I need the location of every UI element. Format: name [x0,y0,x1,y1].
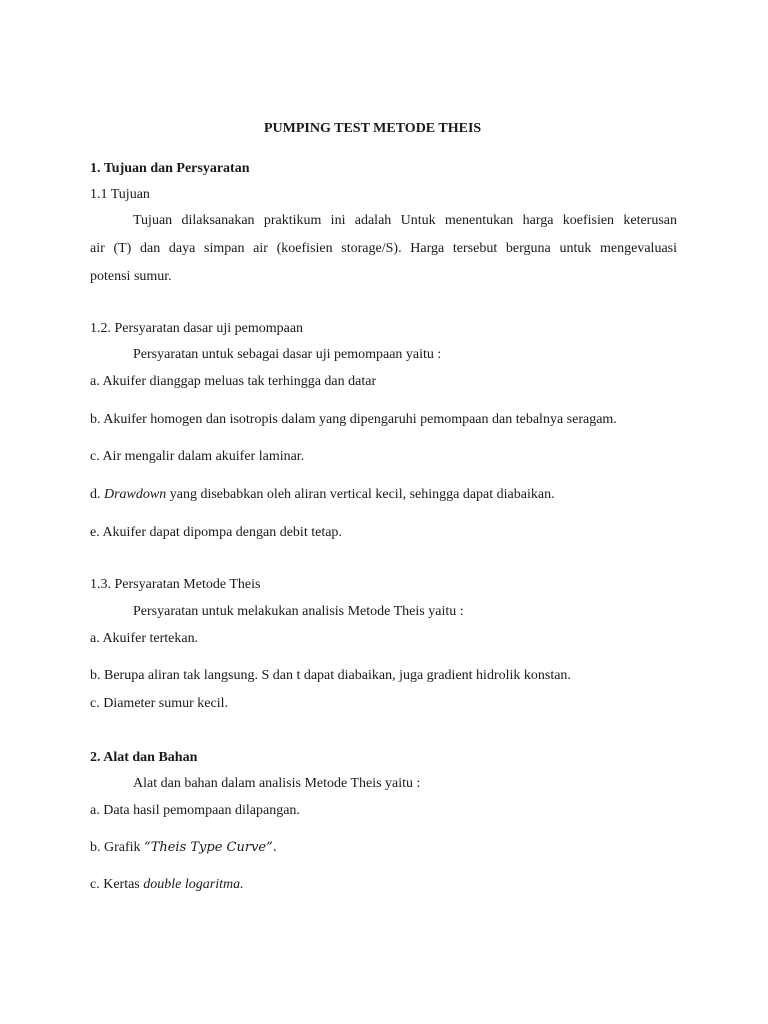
list-item [90,876,244,894]
drawdown-term: Drawdown [104,487,167,502]
tujuan-paragraph-line-3: potensi sumur. [90,269,172,284]
tujuan-paragraph-line-2: air (T) dan daya simpan air (koefisien storage/S). Harga tersebut berguna untuk mengevaluasi [90,241,677,256]
section-2-heading: 2. Alat dan Bahan [90,750,198,765]
subsection-1-3-heading: 1.3. Persyaratan Metode Theis [90,577,261,592]
list-item: c. Air mengalir dalam akuifer laminar. [90,449,305,464]
list-item-prefix: c. Kertas [90,877,144,892]
subsection-1-3-intro: Persyaratan untuk melakukan analisis Metode Theis yaitu : [133,604,464,619]
tujuan-paragraph-line-1: Tujuan dilaksanakan praktikum ini adalah Untuk menentukan harga koefisien keterusan [133,213,677,228]
theis-type-curve-term: “Theis Type Curve”. [144,840,277,855]
section-2-intro: Alat dan bahan dalam analisis Metode Theis yaitu : [133,776,421,791]
subsection-1-2-heading: 1.2. Persyaratan dasar uji pemompaan [90,321,304,336]
double-logaritma-term: double logaritma. [143,877,244,892]
list-item: b. Berupa aliran tak langsung. S dan t dapat diabaikan, juga gradient hidrolik konstan. [90,668,571,683]
list-item: b. Akuifer homogen dan isotropis dalam yang dipengaruhi pemompaan dan tebalnya seragam. [90,412,617,427]
subsection-1-2-intro: Persyaratan untuk sebagai dasar uji pemompaan yaitu : [133,347,442,362]
list-item-text: yang disebabkan oleh aliran vertical kecil, sehingga dapat diabaikan. [166,487,555,502]
list-item-prefix: b. Grafik [90,840,145,855]
list-item: a. Akuifer tertekan. [90,631,199,646]
section-1-heading: 1. Tujuan dan Persyaratan [90,161,250,176]
list-item [90,839,277,857]
subsection-1-1-heading: 1.1 Tujuan [90,187,150,202]
list-item-prefix: d. [90,487,104,502]
list-item: c. Diameter sumur kecil. [90,696,229,711]
document-title: PUMPING TEST METODE THEIS [264,121,482,136]
list-item: a. Akuifer dianggap meluas tak terhingga dan datar [90,374,377,389]
list-item: e. Akuifer dapat dipompa dengan debit tetap. [90,525,342,540]
list-item [90,486,555,504]
list-item: a. Data hasil pemompaan dilapangan. [90,803,300,818]
